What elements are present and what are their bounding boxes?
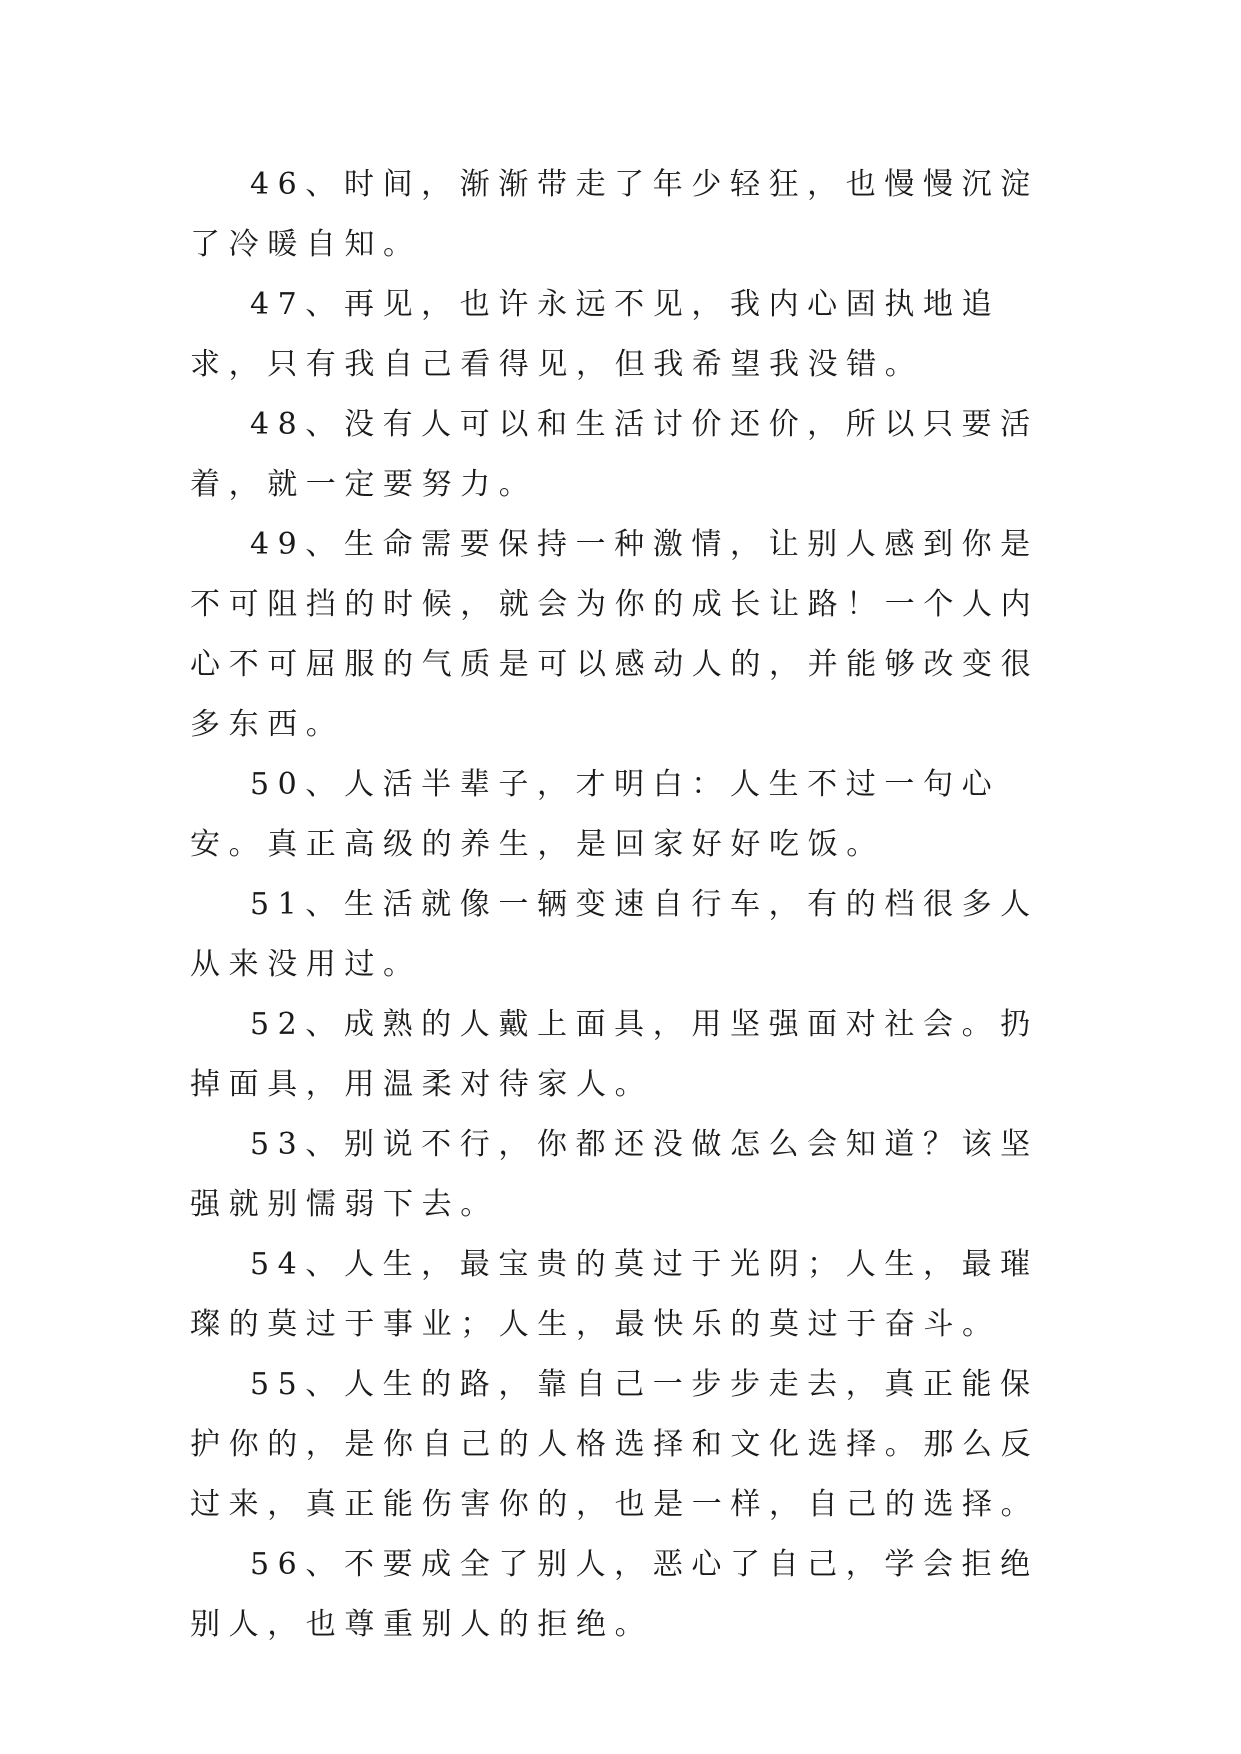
paragraph-49: 49、生命需要保持一种激情，让别人感到你是不可阻挡的时候，就会为你的成长让路！一个人内心不可屈服的气质是可以感动人的，并能够改变很多东西。 <box>190 527 1040 742</box>
paragraph-55: 55、人生的路，靠自己一步步走去，真正能保护你的，是你自己的人格选择和文化选择。那么反过来，真正能伤害你的，也是一样，自己的选择。 <box>190 1367 1040 1522</box>
paragraph-52: 52、成熟的人戴上面具，用坚强面对社会。扔掉面具，用温柔对待家人。 <box>190 1007 1039 1102</box>
paragraph-46: 46、时间，渐渐带走了年少轻狂，也慢慢沉淀了冷暖自知。 <box>190 167 1039 262</box>
paragraph-56: 56、不要成全了别人，恶心了自己，学会拒绝别人，也尊重别人的拒绝。 <box>190 1547 1039 1642</box>
paragraph-48: 48、没有人可以和生活讨价还价，所以只要活着，就一定要努力。 <box>190 407 1039 502</box>
paragraph-51: 51、生活就像一辆变速自行车，有的档很多人从来没用过。 <box>190 887 1039 982</box>
paragraph-50: 50、人活半辈子，才明白：人生不过一句心安。真正高级的养生，是回家好好吃饭。 <box>190 767 1001 862</box>
document-body <box>190 155 1050 1655</box>
paragraph-53: 53、别说不行，你都还没做怎么会知道？该坚强就别懦弱下去。 <box>190 1127 1039 1222</box>
paragraph-54: 54、人生，最宝贵的莫过于光阴；人生，最璀璨的莫过于事业；人生，最快乐的莫过于奋斗。 <box>190 1247 1039 1342</box>
paragraph-47: 47、再见，也许永远不见，我内心固执地追求，只有我自己看得见，但我希望我没错。 <box>190 287 1001 382</box>
